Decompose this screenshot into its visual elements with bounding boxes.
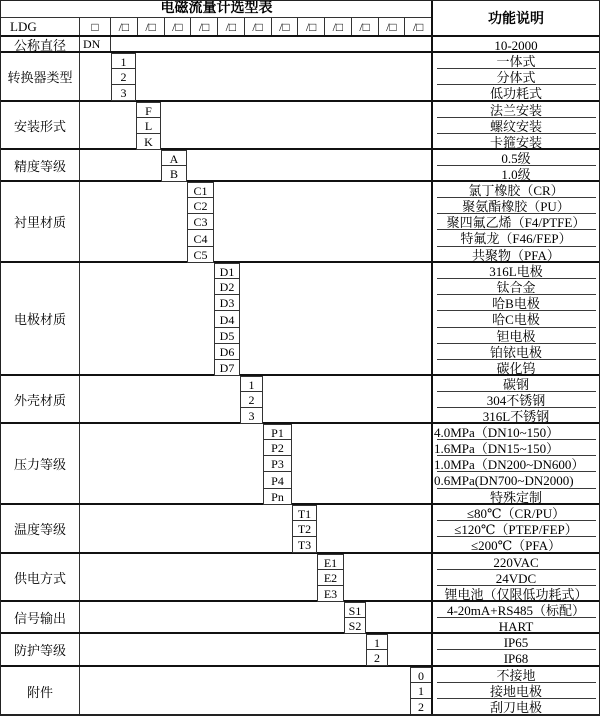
option-code-cell: D4 [214,310,240,329]
section-label: 公称直径 [1,37,80,51]
section-label: 附件 [1,667,80,715]
model-code-slot: /□ [325,18,352,35]
option-code-cell: T1 [292,505,317,522]
option-description-cell: IP65 [433,634,599,650]
option-description-cell: 碳钢 [433,376,599,392]
option-code-cell: 1 [111,53,136,70]
model-code-slot: /□ [298,18,325,35]
option-code-cell: 0 [410,667,432,684]
option-code-cell: 1 [366,634,388,651]
section-label: 供电方式 [1,554,80,600]
option-code-cell: P2 [263,439,292,457]
option-code-cell: D2 [214,278,240,296]
option-description-cell: 卡箍安装 [489,134,542,150]
option-description-cell: 聚四氟乙烯（F4/PTFE） [433,214,599,230]
table-title: 电磁流量计选型表 [1,1,432,18]
option-code-cell: Pn [263,488,292,505]
option-code-cell: D5 [214,327,240,345]
option-code-cell: C5 [187,246,214,263]
spec-section [1,505,599,554]
spec-section [1,602,599,634]
option-code-cell: D3 [214,294,240,312]
section-label: 防护等级 [1,634,80,665]
option-description-cell: 不接地 [433,667,599,683]
option-code-cell: P4 [263,471,292,490]
option-code-cell: F [136,102,161,119]
model-code-slot: /□ [405,18,432,35]
model-code-slot: /□ [272,18,299,35]
option-description-cell: 氯丁橡胶（CR） [433,182,599,198]
option-code-cell: 1 [410,682,432,700]
spec-section [1,554,599,602]
option-description-cell: 聚氨酯橡胶（PU） [433,198,599,214]
spec-section [1,182,599,263]
model-code-slot: /□ [352,18,379,35]
option-code-cell: B [161,165,187,182]
option-description-cell: 24VDC [433,570,599,586]
option-code-cell: C4 [187,229,214,248]
spec-section [1,263,599,376]
option-code-cell: P3 [263,455,292,473]
option-description-cell: 316L不锈钢 [482,408,550,424]
option-description-cell: 0.6MPa(DN700~DN2000) [433,472,599,489]
option-code-cell: 1 [240,376,263,393]
section-label: 安装形式 [1,102,80,148]
table-body [1,37,599,714]
option-code-cell: 2 [410,698,432,715]
option-code-cell: E2 [317,569,344,587]
option-description-cell: 1.6MPa（DN15~150） [433,440,599,456]
option-description-cell: HART [498,618,534,634]
option-description-cell: 4-20mA+RS485（标配） [433,602,599,618]
section-label: 精度等级 [1,150,80,180]
spec-section [1,37,599,53]
option-code-cell: E3 [317,585,344,602]
option-description-cell: 哈C电极 [433,311,599,328]
option-code-cell: L [136,117,161,135]
option-description-cell: ≤120℃（PTEP/FEP） [433,521,599,537]
option-code-cell: 2 [111,68,136,86]
option-code-cell: 2 [240,391,263,409]
option-code-cell: T3 [292,536,317,553]
model-code-row [1,18,432,35]
option-code-cell: 2 [366,649,388,666]
option-code-cell: D7 [214,359,240,376]
model-code-slots [111,18,432,35]
option-code-cell: P1 [263,424,292,441]
spec-section [1,102,599,150]
option-description-cell: 10-2000 [494,37,538,53]
spec-section [1,53,599,102]
option-description-cell: 螺纹安装 [433,118,599,134]
spec-section [1,424,599,505]
model-code-slot: /□ [138,18,165,35]
section-label: 温度等级 [1,505,80,552]
option-code-cell: S1 [344,602,366,619]
option-code-cell: C2 [187,197,214,215]
section-label: 信号输出 [1,602,80,632]
option-description-cell: 钛合金 [433,279,599,295]
section-label: 外壳材质 [1,376,80,422]
section-label: 衬里材质 [1,182,80,261]
option-description-cell: 钽电极 [433,328,599,344]
option-description-cell: 铂铱电极 [433,344,599,360]
option-code-cell: C1 [187,182,214,199]
option-code-cell: 3 [111,84,136,101]
option-description-cell: 碳化钨 [496,360,536,376]
option-description-cell: 分体式 [433,69,599,85]
model-code-slot: /□ [165,18,192,35]
option-code-cell: S2 [344,617,366,634]
option-description-cell: 220VAC [433,554,599,570]
option-code-cell: D6 [214,343,240,361]
model-code-slot: /□ [218,18,245,35]
option-description-cell: 特氟龙（F46/FEP） [433,230,599,247]
option-description-cell: ≤80℃（CR/PU） [433,505,599,521]
option-description-cell: 特殊定制 [489,489,542,505]
option-code-cell: C3 [187,213,214,231]
option-description-cell: 304不锈钢 [433,392,599,408]
description-column-divider [431,1,433,714]
option-description-cell: 哈B电极 [433,295,599,311]
option-description-cell: 0.5级 [433,150,599,166]
option-description-cell: 共聚物（PFA） [472,247,560,263]
model-code-slot: /□ [191,18,218,35]
spec-section [1,376,599,424]
section-label: 电极材质 [1,263,80,374]
option-code-cell: E1 [317,554,344,571]
option-description-cell: IP68 [503,650,529,666]
option-description-cell: 刮刀电极 [489,699,542,715]
spec-section [1,634,599,667]
option-description-cell: 316L电极 [433,263,599,279]
option-code-cell: D1 [214,263,240,280]
spec-section [1,150,599,182]
model-code-slot: /□ [111,18,138,35]
option-code-cell: K [136,133,161,150]
option-description-cell: 接地电极 [433,683,599,699]
option-description-cell: 一体式 [433,53,599,69]
option-description-cell: 1.0MPa（DN200~DN600） [433,456,599,472]
option-code-cell: DN [80,37,111,51]
option-description-cell: 低功耗式 [489,85,542,101]
section-label: 转换器类型 [1,53,80,100]
model-code-box: □ [80,18,111,35]
option-code-cell: T2 [292,520,317,538]
model-code-slot: /□ [245,18,272,35]
model-code-slot: /□ [379,18,406,35]
option-description-cell: 4.0MPa（DN10~150） [433,424,599,440]
function-column-header: 功能说明 [488,12,544,27]
section-label: 压力等级 [1,424,80,503]
option-description-cell: ≤200℃（PFA） [470,537,562,553]
option-description-cell: 锂电池（仅限低功耗式） [444,586,588,602]
model-prefix: LDG [1,18,80,35]
option-description-cell: 1.0级 [501,166,531,182]
spec-section [1,667,599,715]
option-code-cell: 3 [240,407,263,424]
option-description-cell: 法兰安装 [433,102,599,118]
option-code-cell: A [161,150,187,167]
